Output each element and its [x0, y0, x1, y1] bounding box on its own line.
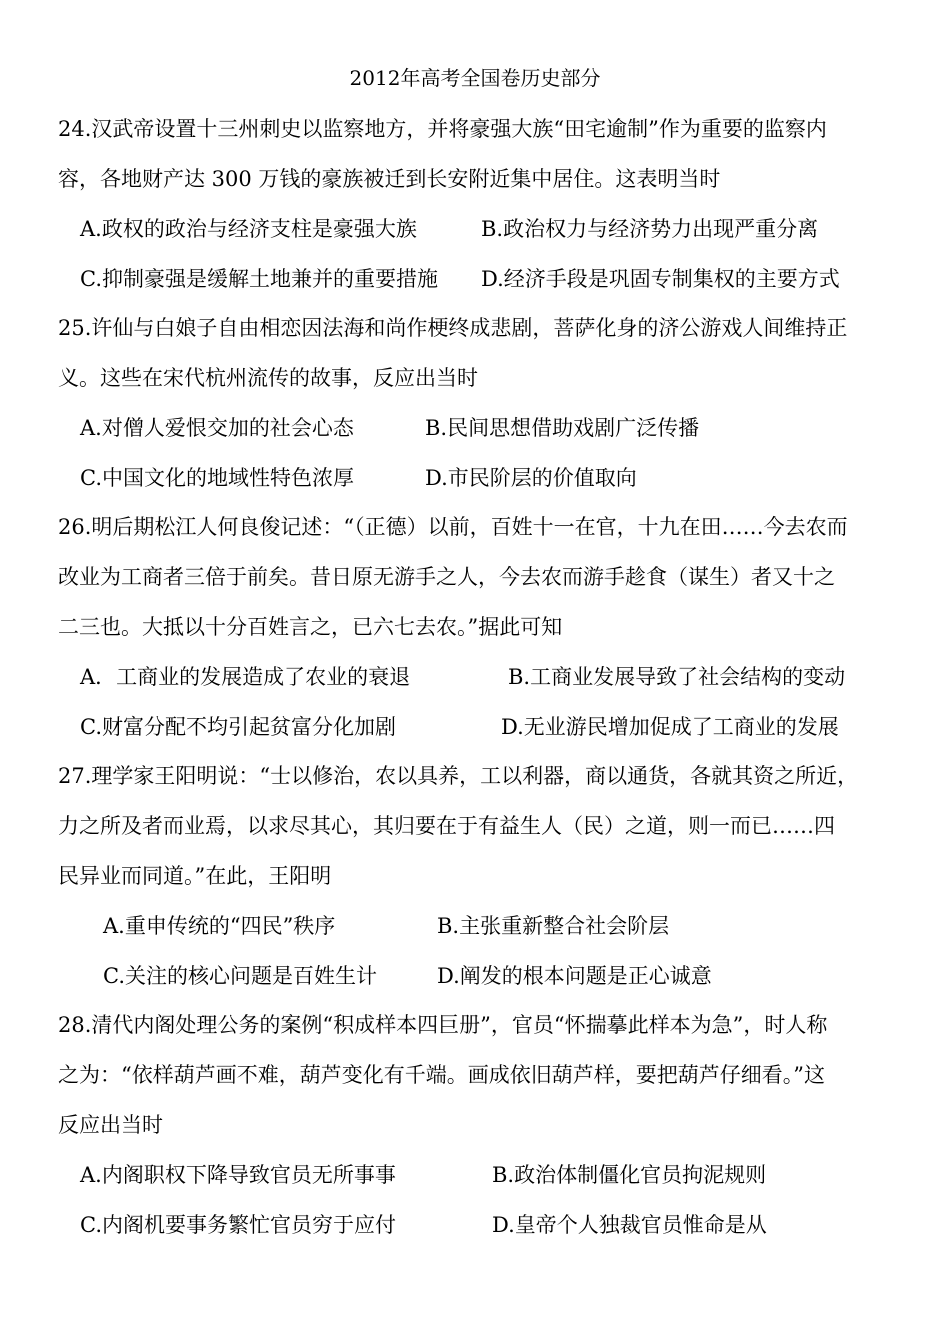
question-25-stem-line-1: 25.许仙与白娘子自由相恋因法海和尚作梗终成悲剧，菩萨化身的济公游戏人间维持正 [58, 316, 848, 340]
question-26-option-b: B.工商业发展导致了社会结构的变动 [508, 665, 846, 689]
question-24-options-row-2 [58, 254, 894, 304]
question-25-option-d: D.市民阶层的价值取向 [425, 466, 637, 490]
question-24-option-c: C.抑制豪强是缓解土地兼并的重要措施 [80, 267, 438, 291]
question-27-stem-line-3: 民异业而同道。”在此，王阳明 [58, 864, 332, 888]
question-27-option-c: C.关注的核心问题是百姓生计 [103, 964, 377, 988]
question-25-option-c: C.中国文化的地域性特色浓厚 [80, 466, 354, 490]
question-24-options-row-1 [58, 204, 894, 254]
question-26 [58, 502, 894, 752]
question-25-stem-line-2: 义。这些在宋代杭州流传的故事，反应出当时 [58, 366, 478, 390]
question-28-option-d: D.皇帝个人独裁官员惟命是从 [492, 1213, 767, 1237]
question-26-option-a: A．工商业的发展造成了农业的衰退 [80, 665, 411, 689]
question-27-stem-line-1: 27.理学家王阳明说：“士以修治，农以具养，工以利器，商以通货，各就其资之所近， [58, 764, 859, 788]
question-28-option-b: B.政治体制僵化官员拘泥规则 [492, 1163, 767, 1187]
question-26-option-c: C.财富分配不均引起贫富分化加剧 [80, 715, 396, 739]
question-28-options-row-1 [58, 1150, 894, 1200]
question-27-option-b: B.主张重新整合社会阶层 [437, 914, 670, 938]
question-27-stem-line-2: 力之所及者而业焉，以求尽其心，其归要在于有益生人（民）之道，则一而已……四 [58, 814, 835, 838]
question-24-stem-line-1: 24.汉武帝设置十三州刺史以监察地方，并将豪强大族“田宅逾制”作为重要的监察内 [58, 117, 827, 141]
question-28 [58, 1000, 894, 1250]
question-28-stem-line-3: 反应出当时 [58, 1113, 163, 1137]
question-26-option-d: D.无业游民增加促成了工商业的发展 [501, 715, 839, 739]
question-27-options-row-1 [58, 901, 894, 951]
question-28-options-row-2 [58, 1200, 894, 1250]
question-24-stem-line-2: 容，各地财产达 300 万钱的豪族被迁到长安附近集中居住。这表明当时 [58, 167, 721, 191]
question-25-option-b: B.民间思想借助戏剧广泛传播 [425, 416, 700, 440]
question-24 [58, 104, 894, 304]
question-24-option-a: A.政权的政治与经济支柱是豪强大族 [80, 217, 417, 241]
question-24-option-d: D.经济手段是巩固专制集权的主要方式 [481, 267, 840, 291]
question-26-stem-line-2: 改业为工商者三倍于前矣。昔日原无游手之人，今去农而游手趁食（谋生）者又十之 [58, 565, 835, 589]
question-28-option-c: C.内阁机要事务繁忙官员穷于应付 [80, 1213, 396, 1237]
question-24-option-b: B.政治权力与经济势力出现严重分离 [481, 217, 819, 241]
question-27 [58, 751, 894, 1001]
question-27-option-d: D.阐发的根本问题是正心诚意 [437, 964, 712, 988]
question-25-options-row-1 [58, 403, 894, 453]
question-26-stem-line-1: 26.明后期松江人何良俊记述：“（正德）以前，百姓十一在官，十九在田……今去农而 [58, 515, 848, 539]
question-25 [58, 303, 894, 503]
question-28-option-a: A.内阁职权下降导致官员无所事事 [80, 1163, 396, 1187]
question-27-options-row-2 [58, 951, 894, 1001]
question-28-stem-line-2: 之为：“依样葫芦画不难，葫芦变化有千端。画成依旧葫芦样，要把葫芦仔细看。”这 [58, 1063, 825, 1087]
question-25-option-a: A.对僧人爱恨交加的社会心态 [80, 416, 354, 440]
page-title: 2012年高考全国卷历史部分 [349, 66, 601, 90]
question-25-options-row-2 [58, 453, 894, 503]
question-26-stem-line-3: 二三也。大抵以十分百姓言之，已六七去农。”据此可知 [58, 615, 563, 639]
question-28-stem-line-1: 28.清代内阁处理公务的案例“积成样本四巨册”，官员“怀揣摹此样本为急”，时人称 [58, 1013, 828, 1037]
question-26-options-row-1 [58, 652, 894, 702]
question-27-option-a: A.重申传统的“四民”秩序 [103, 914, 336, 938]
question-26-options-row-2 [58, 702, 894, 752]
